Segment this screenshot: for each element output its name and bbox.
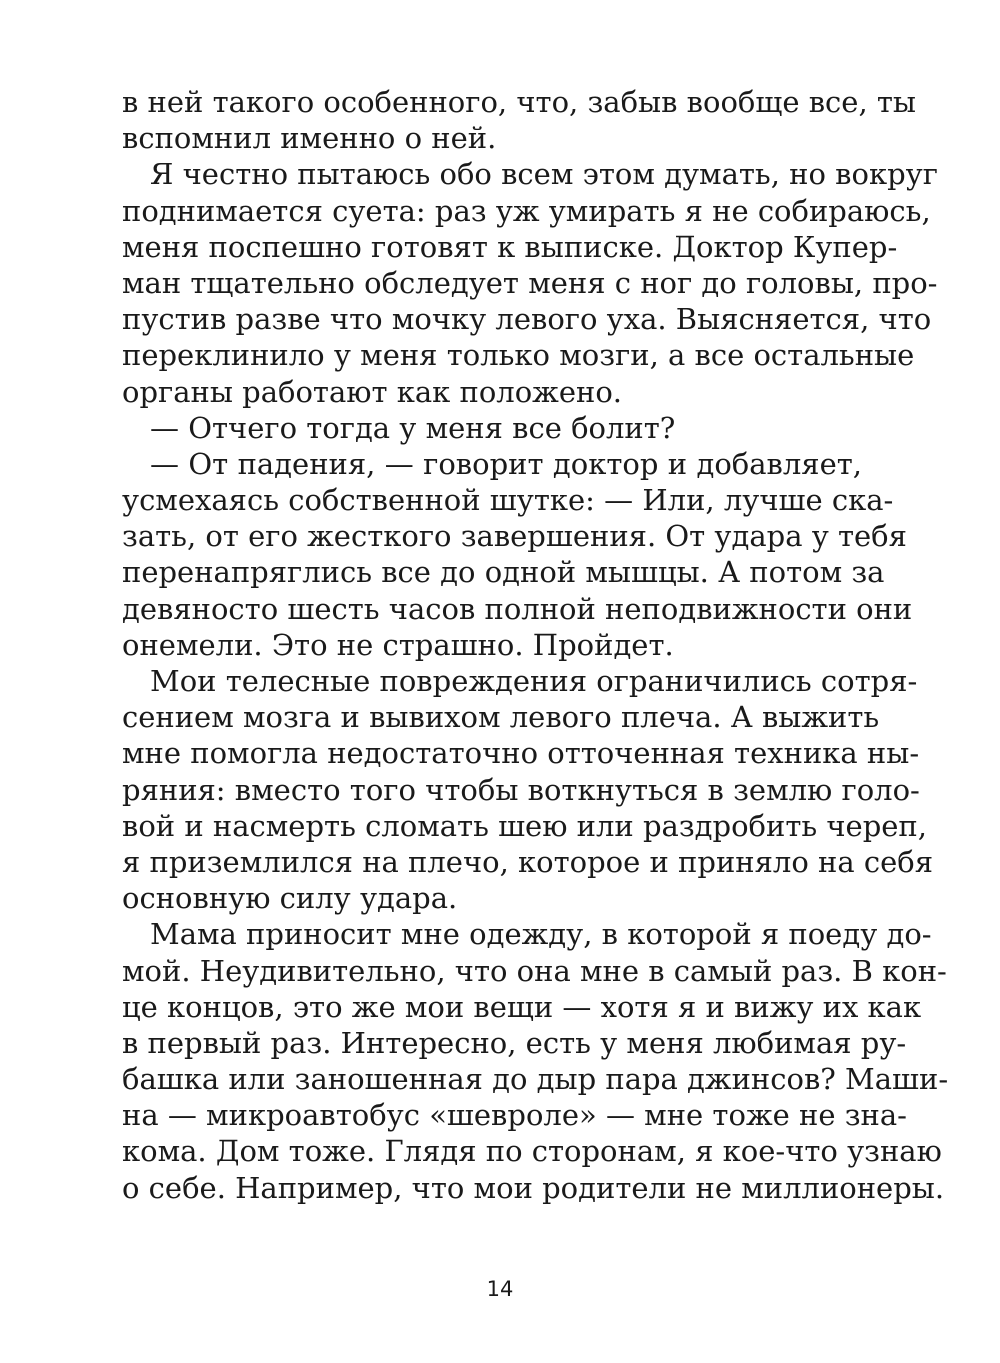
text-line: мне помогла недостаточно отточенная техника ны- (122, 736, 920, 771)
text-line: Мои телесные повреждения ограничились сотря- (150, 664, 918, 698)
text-line: Я честно пытаюсь обо всем этом думать, но вокруг (150, 157, 938, 192)
text-line: основную силу удара. (122, 881, 458, 916)
text-line: — Отчего тогда у меня все болит? (150, 410, 676, 445)
text-line: вспомнил именно о ней. (122, 121, 497, 156)
text-line: мой. Неудивительно, что она мне в самый раз. В кон- (122, 953, 947, 988)
text-line: Мама приносит мне одежду, в которой я поеду до- (150, 917, 932, 952)
text-line: ман тщательно обследует меня с ног до головы, про- (122, 265, 938, 300)
text-line: ряния: вместо того чтобы воткнуться в землю голо- (122, 772, 920, 807)
text-line: зать, от его жесткого завершения. От удара у тебя (122, 519, 907, 554)
text-line: девяносто шесть часов полной неподвижности они (122, 591, 913, 626)
text-line: переклинило у меня только мозги, а все остальные (122, 338, 915, 373)
text-line: я приземлился на плечо, которое и приняло на себя (122, 844, 933, 879)
text-line: кома. Дом тоже. Глядя по сторонам, я кое-что узнаю (122, 1134, 942, 1169)
text-line: о себе. Например, что мои родители не миллионеры. (122, 1170, 945, 1205)
text-line: на — микроавтобус «шевроле» — мне тоже не зна- (122, 1098, 907, 1133)
text-line: меня поспешно готовят к выписке. Доктор Купер- (122, 229, 898, 264)
text-line: сением мозга и вывихом левого плеча. А выжить (122, 700, 880, 735)
text-line: усмехаясь собственной шутке: — Или, лучше ска- (122, 483, 894, 518)
text-line: органы работают как положено. (122, 374, 623, 409)
page-number: 14 (486, 1277, 514, 1301)
text-line: поднимается суета: раз уж умирать я не собираюсь, (122, 193, 931, 228)
text-line: перенапряглись все до одной мышцы. А потом за (122, 555, 885, 590)
text-line: — От падения, — говорит доктор и добавляет, (150, 446, 862, 481)
text-line: це концов, это же мои вещи — хотя я и вижу их как (122, 989, 922, 1024)
text-line: пустив разве что мочку левого уха. Выясняется, что (122, 302, 932, 337)
body-text (122, 84, 949, 1206)
text-line: онемели. Это не страшно. Пройдет. (122, 627, 674, 662)
text-line: вой и насмерть сломать шею или раздробить череп, (122, 808, 927, 843)
text-line: в ней такого особенного, что, забыв вообще все, ты (122, 85, 917, 119)
text-line: башка или заношенная до дыр пара джинсов? Маши- (122, 1062, 949, 1097)
text-line: в первый раз. Интересно, есть у меня любимая ру- (122, 1025, 907, 1060)
